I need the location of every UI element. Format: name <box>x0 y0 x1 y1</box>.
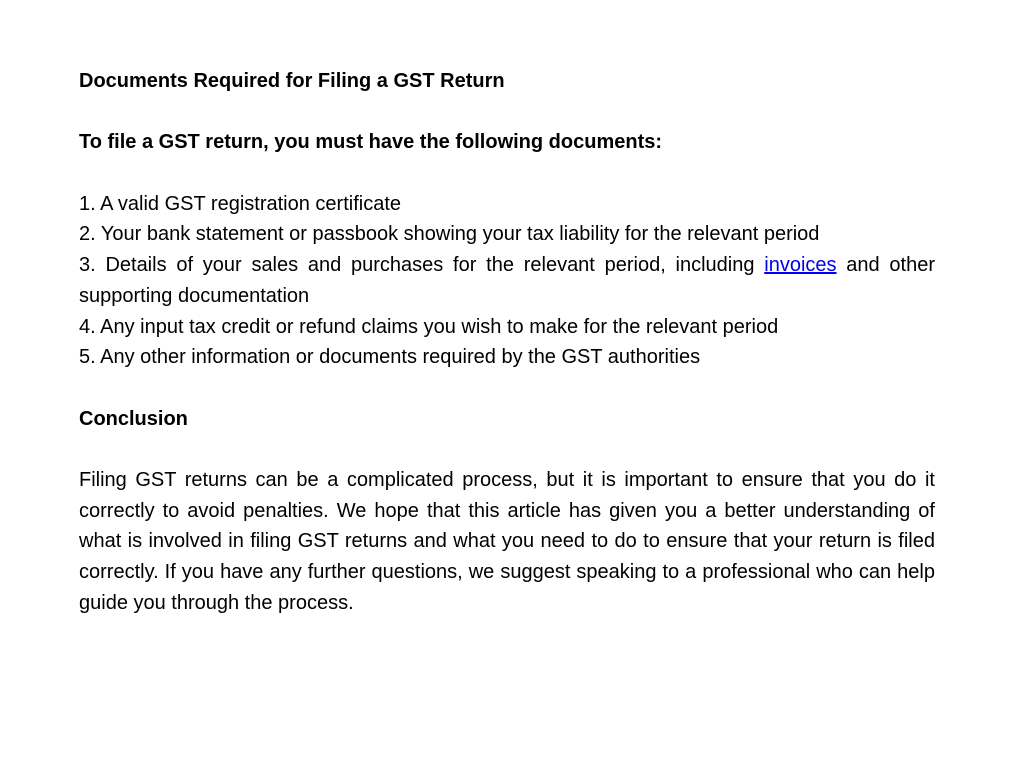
invoices-link[interactable]: invoices <box>764 254 837 277</box>
list-item-3-text-before: 3. Details of your sales and purchases for the relevant period, including <box>79 254 765 277</box>
spacer <box>79 97 935 128</box>
list-item-2: 2. Your bank statement or passbook showing your tax liability for the relevant period <box>79 223 820 246</box>
list-item-5: 5. Any other information or documents required by the GST authorities <box>79 346 701 369</box>
conclusion-paragraph: Filing GST returns can be a complicated process, but it is important to ensure that you do it correctly to avoid penalties. We hope that this article has given you a better understanding of what is involved in filing GST returns and what you need to do to ensure that your return is filed correctly. If you have any further questions, we suggest speaking to a professional who can help guide you through the process. <box>79 469 935 614</box>
spacer <box>79 373 935 404</box>
list-item-3 <box>79 250 935 311</box>
spacer <box>79 158 935 189</box>
page-title: Documents Required for Filing a GST Return <box>79 70 505 92</box>
list-item-1: 1. A valid GST registration certificate <box>79 192 402 215</box>
conclusion-heading: Conclusion <box>79 407 188 430</box>
list-item-3-text-after: and other supporting documentation <box>79 254 935 307</box>
spacer <box>79 434 935 465</box>
intro-text: To file a GST return, you must have the following documents: <box>79 131 663 154</box>
list-item-4: 4. Any input tax credit or refund claims you wish to make for the relevant period <box>79 315 779 338</box>
document-body <box>79 66 935 619</box>
